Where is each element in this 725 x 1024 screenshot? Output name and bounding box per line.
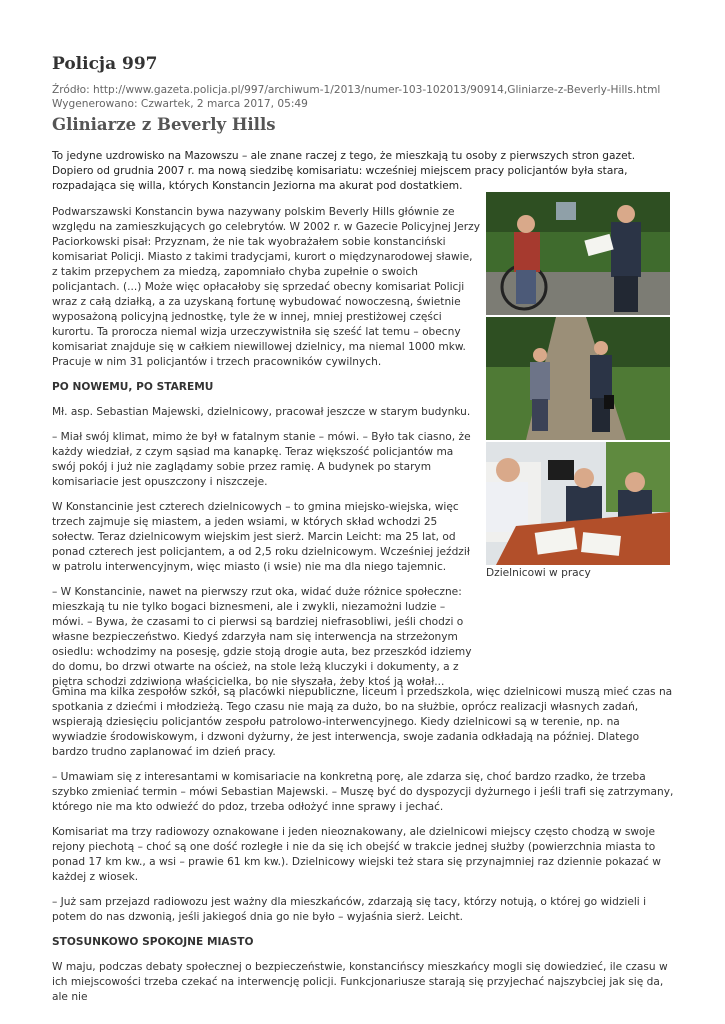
- article-column-text: [52, 205, 480, 700]
- section-heading: PO NOWEMU, PO STAREMU: [52, 381, 214, 393]
- paragraph: Mł. asp. Sebastian Majewski, dzielnicowy, pracował jeszcze w starym budynku.: [52, 406, 471, 418]
- site-title: Policja 997: [52, 54, 158, 74]
- article-lead: [52, 149, 672, 194]
- photo-officers-in-office: [486, 442, 670, 565]
- paragraph: W Konstancinie jest czterech dzielnicowych – to gmina miejsko-wiejska, więc trzech zajmuje się miastem, a jeden wsiami, w których skład wchodzi 25 sołectw. Teraz dzielnicowym wiejskim jest sierż. Marcin Leicht: ma 25 lat, od ponad czterech jest policjantem, a od 2,5 roku dzielnicowym. Wcześniej jeździł w patrolu interwencyjnym, więc miasto (i wsie) nie ma dla niego tajemnic.: [52, 501, 470, 573]
- source-line: Źródło: http://www.gazeta.policja.pl/997/archiwum-1/2013/numer-103-102013/90914,Gliniarze-z-Beverly-Hills.html: [52, 84, 661, 96]
- photo-officers-on-path: [486, 317, 670, 440]
- document-meta: [52, 83, 660, 111]
- paragraph: – Umawiam się z interesantami w komisariacie na konkretną porę, ale zdarza się, choć bardzo rzadko, że trzeba szybko zmieniać termin – mówi Sebastian Majewski. – Muszę być do dyspozycji dyżurnego i jeśli trafi się zatrzymany, którego nie ma kto odwieźć do pdoz, trzeba odłożyć inne sprawy i jechać.: [52, 771, 674, 813]
- lead-paragraph: To jedyne uzdrowisko na Mazowszu – ale znane raczej z tego, że mieszkają tu osoby z pierwszych stron gazet. Dopiero od grudnia 2007 r. ma nową siedzibę komisariatu: wcześniej miejscem pracy policjantów była stara, rozpadająca się willa, których Konstancin Jeziorna ma akurat pod dostatkiem.: [52, 150, 636, 192]
- paragraph: W maju, podczas debaty społecznej o bezpieczeństwie, konstancińscy mieszkańcy mogli się dowiedzieć, ile czasu w ich miejscowości trzeba czekać na interwencję policji. Funkcjonariusze starają się przyjechać najszybciej jak się da, ale nie: [52, 961, 668, 1003]
- paragraph: Podwarszawski Konstancin bywa nazywany polskim Beverly Hills głównie ze względu na zamieszkujących go celebrytów. W 2002 r. w Gazecie Policyjnej Jerzy Paciorkowski pisał: Przyznam, że nie tak wyobrażałem sobie konstanciński komisariat Policji. Miasto z takimi tradycjami, kurort o międzynarodowej sławie, z takim przepychem za miedzą, zapomniało chyba zupełnie o swoich policjantach. (...) Może więc opłacałoby się sprzedać obecny komisariat Policji wraz z całą działką, a za uzyskaną fortunę wybudować nowoczesną, świetnie wyposażoną policyjną jednostkę, tyle że w innej, mniej prestiżowej części kurortu. Ta proroczа niemal wizja urzeczywistniła się sześć lat temu – obecny komisariat znajduje się w całkiem niewillowej dzielnicy, ma niemal 1000 mkw. Pracuje w nim 31 policjantów i trzech pracowników cywilnych.: [52, 206, 480, 368]
- paragraph: Gmina ma kilka zespołów szkół, są placówki niepubliczne, liceum i przedszkola, więc dzielnicowi muszą mieć czas na spotkania z dziećmi i młodzieżą. Tego czasu nie mają za dużo, bo na służbie, oprócz realizacji własnych zadań, wspierają dziesięciu policjantów zespołu patrolowo-interwencyjnego. Kiedy dzielnicowi są w terenie, np. na wywiadzie środowiskowym, i dzwoni dyżurny, że jest interwencja, swoje zadania odkładają na później. Dlatego bardzo trudno zaplanować im dzień pracy.: [52, 686, 673, 758]
- photo-officers-with-cyclist: [486, 192, 670, 315]
- paragraph: – Już sam przejazd radiowozu jest ważny dla mieszkańców, zdarzają się tacy, którzy notują, o której go widzieli i potem do nas dzwonią, jeśli jakiegoś dnia go nie było – wyjaśnia sierż. Leicht.: [52, 896, 647, 923]
- generated-line: Wygenerowano: Czwartek, 2 marca 2017, 05:49: [52, 98, 308, 110]
- article-full-width-text: [52, 685, 677, 1015]
- section-heading: STOSUNKOWO SPOKOJNE MIASTO: [52, 936, 254, 948]
- paragraph: – Miał swój klimat, mimo że był w fatalnym stanie – mówi. – Było tak ciasno, że każdy wiedział, z czym sąsiad ma kanapkę. Teraz większość policjantów ma swój pokój i już nie zaglądamy sobie przez ramię. A budynek po starym komisariacie jest opuszczony i niszczeje.: [52, 431, 471, 488]
- photo-caption: Dzielnicowi w pracy: [486, 567, 591, 579]
- article-title: Gliniarze z Beverly Hills: [52, 115, 276, 134]
- paragraph: Komisariat ma trzy radiowozy oznakowane i jeden nieoznakowany, ale dzielnicowi miejscy często chodzą w swoje rejony piechotą – choć są one dość rozległe i nie da się ich obejść w trakcie jednej służby (powierzchnia miasta to ponad 17 km kw., a wsi – prawie 61 km kw.). Dzielnicowy wiejski też stara się przynajmniej raz dziennie pokazać w każdej z wiosek.: [52, 826, 661, 883]
- photo-column: [486, 192, 670, 567]
- paragraph: – W Konstancinie, nawet na pierwszy rzut oka, widać duże różnice społeczne: mieszkają tu nie tylko bogaci biznesmeni, ale i zwykli, niezamożni ludzie – mówi. – Bywa, że czasami to ci pierwsi są bardziej niefrasobliwi, jeśli chodzi o własne bezpieczeństwo. Kiedyś zdarzyła nam się interwencja na strzeżonym osiedlu: wchodzimy na posesję, gdzie stoją drogie auta, bez przeszkód idziemy do domu, bo drzwi otwarte na oścież, na stole leżą kluczyki i dokumenty, a z piętra schodzi zdziwiona właścicielka, bo nie słyszała, żeby ktoś ją wołał...: [52, 586, 472, 688]
